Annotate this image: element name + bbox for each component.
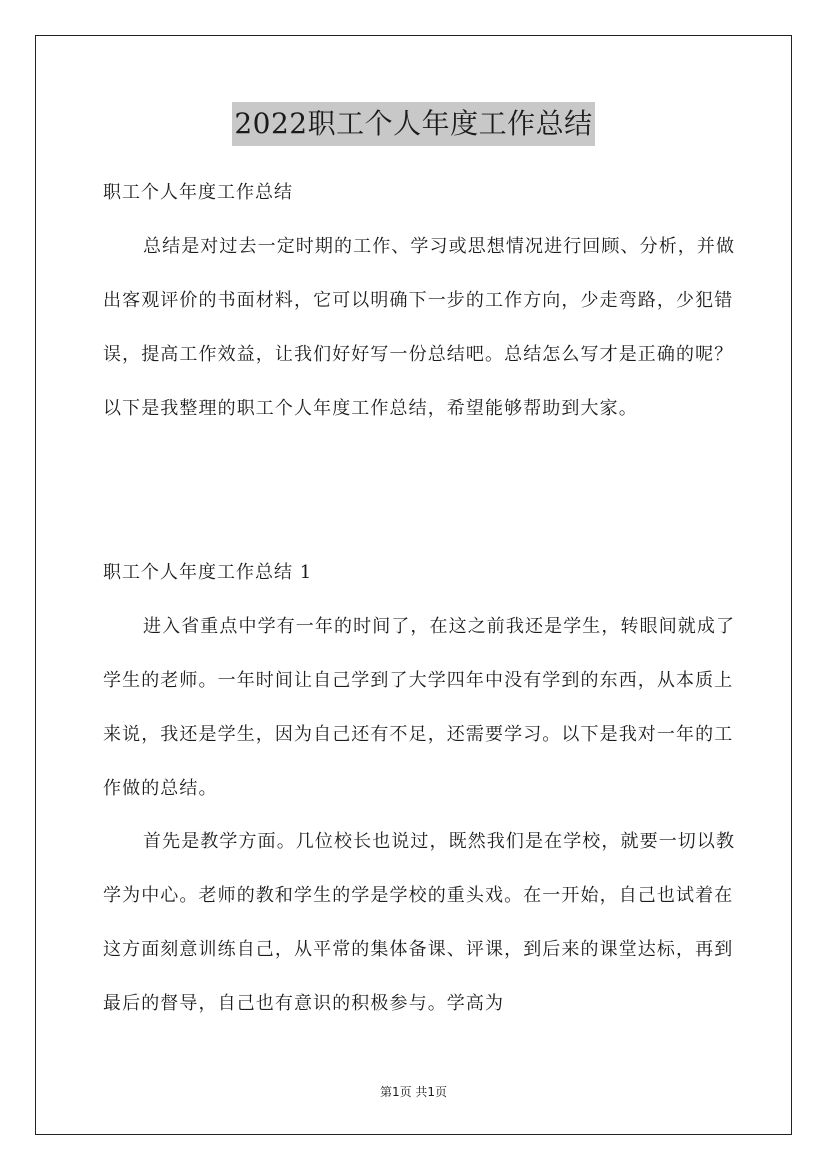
document-subtitle: 职工个人年度工作总结 <box>103 182 293 203</box>
section-1-heading: 职工个人年度工作总结 1 <box>103 562 313 583</box>
intro-paragraph: 总结是对过去一定时期的工作、学习或思想情况进行回顾、分析，并做出客观评价的书面材料，它可以明确下一步的工作方向，少走弯路，少犯错误，提高工作效益，让我们好好写一份总结吧。总结怎么写才是正确的呢？以下是我整理的职工个人年度工作总结，希望能够帮助到大家。 <box>103 236 736 419</box>
document-title-text: 2022职工个人年度工作总结 <box>232 102 594 146</box>
document-title <box>0 100 827 146</box>
page-footer: 第1页 共1页 <box>379 1085 448 1099</box>
section-1-paragraph-1: 进入省重点中学有一年的时间了，在这之前我还是学生，转眼间就成了学生的老师。一年时间让自己学到了大学四年中没有学到的东西，从本质上来说，我还是学生，因为自己还有不足，还需要学习。以下是我对一年的工作做的总结。 <box>103 616 736 799</box>
section-1-paragraph-2: 首先是教学方面。几位校长也说过，既然我们是在学校，就要一切以教学为中心。老师的教和学生的学是学校的重头戏。在一开始，自己也试着在这方面刻意训练自己，从平常的集体备课、评课，到后来的课堂达标，再到最后的督导，自己也有意识的积极参与。学高为 <box>103 831 736 1014</box>
